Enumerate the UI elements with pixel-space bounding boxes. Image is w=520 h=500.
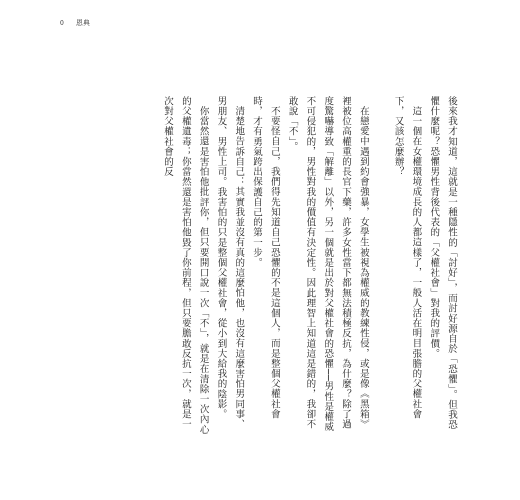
- paragraph: 你當然還是害怕他批評你，但只要開口說一次「不」，就是在清除一次內心的父權遺毒；你當然還是害怕他毀了你前程，但只要膽敢反抗一次，就是一次對父權社會的反: [162, 96, 209, 435]
- paragraph: 這一個在女權環境成長的人都這樣了，一般人活在明目張膽的父權社會下，又該怎麼辦？: [392, 96, 422, 419]
- body-text: [158, 96, 460, 436]
- paragraph: 後來我才知道，這就是一種隱性的「討好」，而討好源自於「恐懼」。但我恐懼什麼呢？恐懼男性背後代表的「父權社會」對我的評價。: [428, 96, 457, 430]
- page-number: 0: [60, 19, 64, 27]
- running-head: [60, 18, 90, 28]
- paragraph: 清楚地告訴自己：其實我並沒有真的這麼怕他，也沒有這麼害怕男同事、男朋友、男性上司。我害怕的只是整個父權社會，從小到大給我的陰影。: [215, 96, 245, 429]
- running-title: 恩典: [75, 19, 90, 27]
- paragraph: 不要怪自己，我們得先知道自己恐懼的不是這個人，而是整個父權社會時，才有勇氣跨出保護自己的第一步。: [251, 96, 280, 419]
- paragraph: 在戀愛中遇到約會強暴，女學生被視為權威的教練性侵，或是像《黑箱》裡被位高權重的長官下藥，許多女性當下都無法積極反抗，為什麼？除了過度驚嚇導致「解離」以外，另一個就是出於對父權社會的恐懼──男性是權威不可侵犯的，男性對我的價值有決定性。因此理智上知道這是錯的，我卻不敢說「不」。: [286, 96, 369, 432]
